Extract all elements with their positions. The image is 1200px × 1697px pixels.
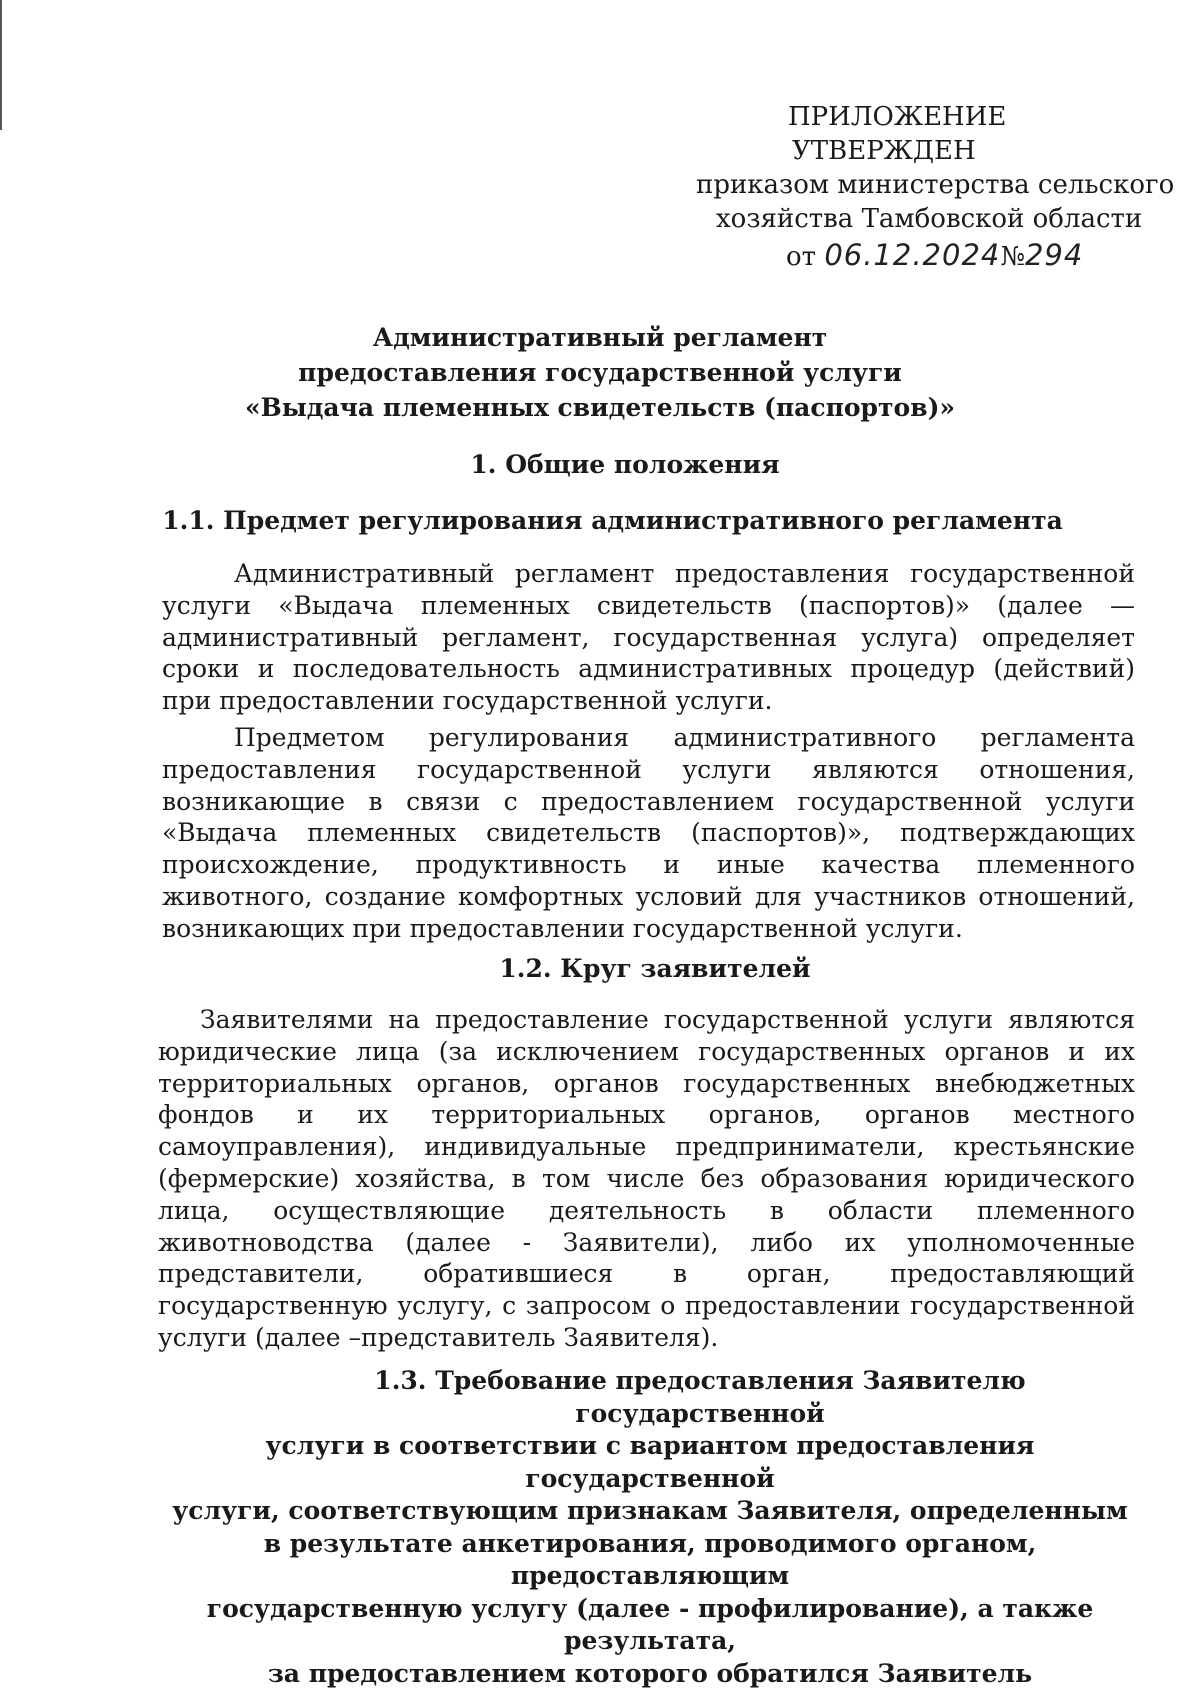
section-1-3-heading-line-5: государственную услугу (далее - профилирование), а также результата,	[206, 1593, 1094, 1655]
section-1-3-heading	[160, 1365, 1140, 1690]
approval-date-prefix: от	[786, 242, 817, 272]
approval-block	[560, 100, 1175, 274]
approval-order-line: приказом министерства сельского	[696, 170, 1175, 200]
approval-ministry-line: хозяйства Тамбовской области	[716, 204, 1143, 234]
document-title	[0, 320, 1200, 425]
section-1-2-paragraph-1	[158, 1004, 1135, 1354]
scan-edge-mark	[0, 0, 2, 130]
section-1-2-heading: 1.2. Круг заявителей	[499, 954, 811, 983]
approval-approved-label: УТВЕРЖДЕН	[792, 136, 976, 166]
paragraph-text: Предметом регулирования административного регламента предоставления государственной услуги являются отношения, возникающие в связи с предоставлением государственной услуги «Выдача племенных свидетельств (паспортов)», подтверждающих происхождение, продуктивность и иные качества племенного животного, создание комфортных условий для участников отношений, возникающих при предоставлении государственной услуги.	[162, 723, 1135, 943]
paragraph-text: Административный регламент предоставления государственной услуги «Выдача племенных свидетельств (паспортов)» (далее — административный регламент, государственная услуга) определяет сроки и последовательность административных процедур (действий) при предоставлении государственной услуги.	[162, 559, 1135, 716]
approval-date-line	[560, 238, 1120, 274]
section-1-3-heading-line-6: за предоставлением которого обратился Заявитель	[267, 1658, 1033, 1688]
title-line-3: «Выдача племенных свидетельств (паспортов)»	[244, 393, 956, 422]
section-1-3-heading-line-4: в результате анкетирования, проводимого органом, предоставляющим	[263, 1528, 1037, 1590]
section-1-3-heading-line-3: услуги, соответствующим признакам Заявителя, определенным	[172, 1496, 1128, 1525]
section-1-1-heading: 1.1. Предмет регулирования административного регламента	[162, 506, 1063, 535]
section-1-3-heading-line-1: 1.3. Требование предоставления Заявителю государственной	[374, 1366, 1026, 1428]
title-line-1: Административный регламент	[372, 323, 828, 352]
approval-number-prefix: №	[1000, 242, 1025, 272]
section-1-3-heading-line-2: услуги в соответствии с вариантом предоставления государственной	[265, 1431, 1035, 1493]
section-1-1-paragraph-2	[162, 722, 1135, 945]
handwritten-date: 06.12.2024	[824, 238, 1001, 272]
approval-annex-label: ПРИЛОЖЕНИЕ	[788, 102, 1007, 132]
section-1-heading: 1. Общие положения	[470, 450, 780, 479]
title-line-2: предоставления государственной услуги	[298, 358, 902, 387]
handwritten-number: 294	[1024, 238, 1084, 272]
section-1-1-paragraph-1	[162, 558, 1135, 717]
paragraph-text: Заявителями на предоставление государственной услуги являются юридические лица (за исключением государственных органов и их территориальных органов, органов государственных внебюджетных фондов и их территориальных органов, органов местного самоуправления), индивидуальные предприниматели, крестьянские (фермерские) хозяйства, в том числе без образования юридического лица, осуществляющие деятельность в области племенного животноводства (далее - Заявители), либо их уполномоченные представители, обратившиеся в орган, предоставляющий государственную услугу, с запросом о предоставлении государственной услуги (далее –представитель Заявителя).	[158, 1005, 1135, 1352]
